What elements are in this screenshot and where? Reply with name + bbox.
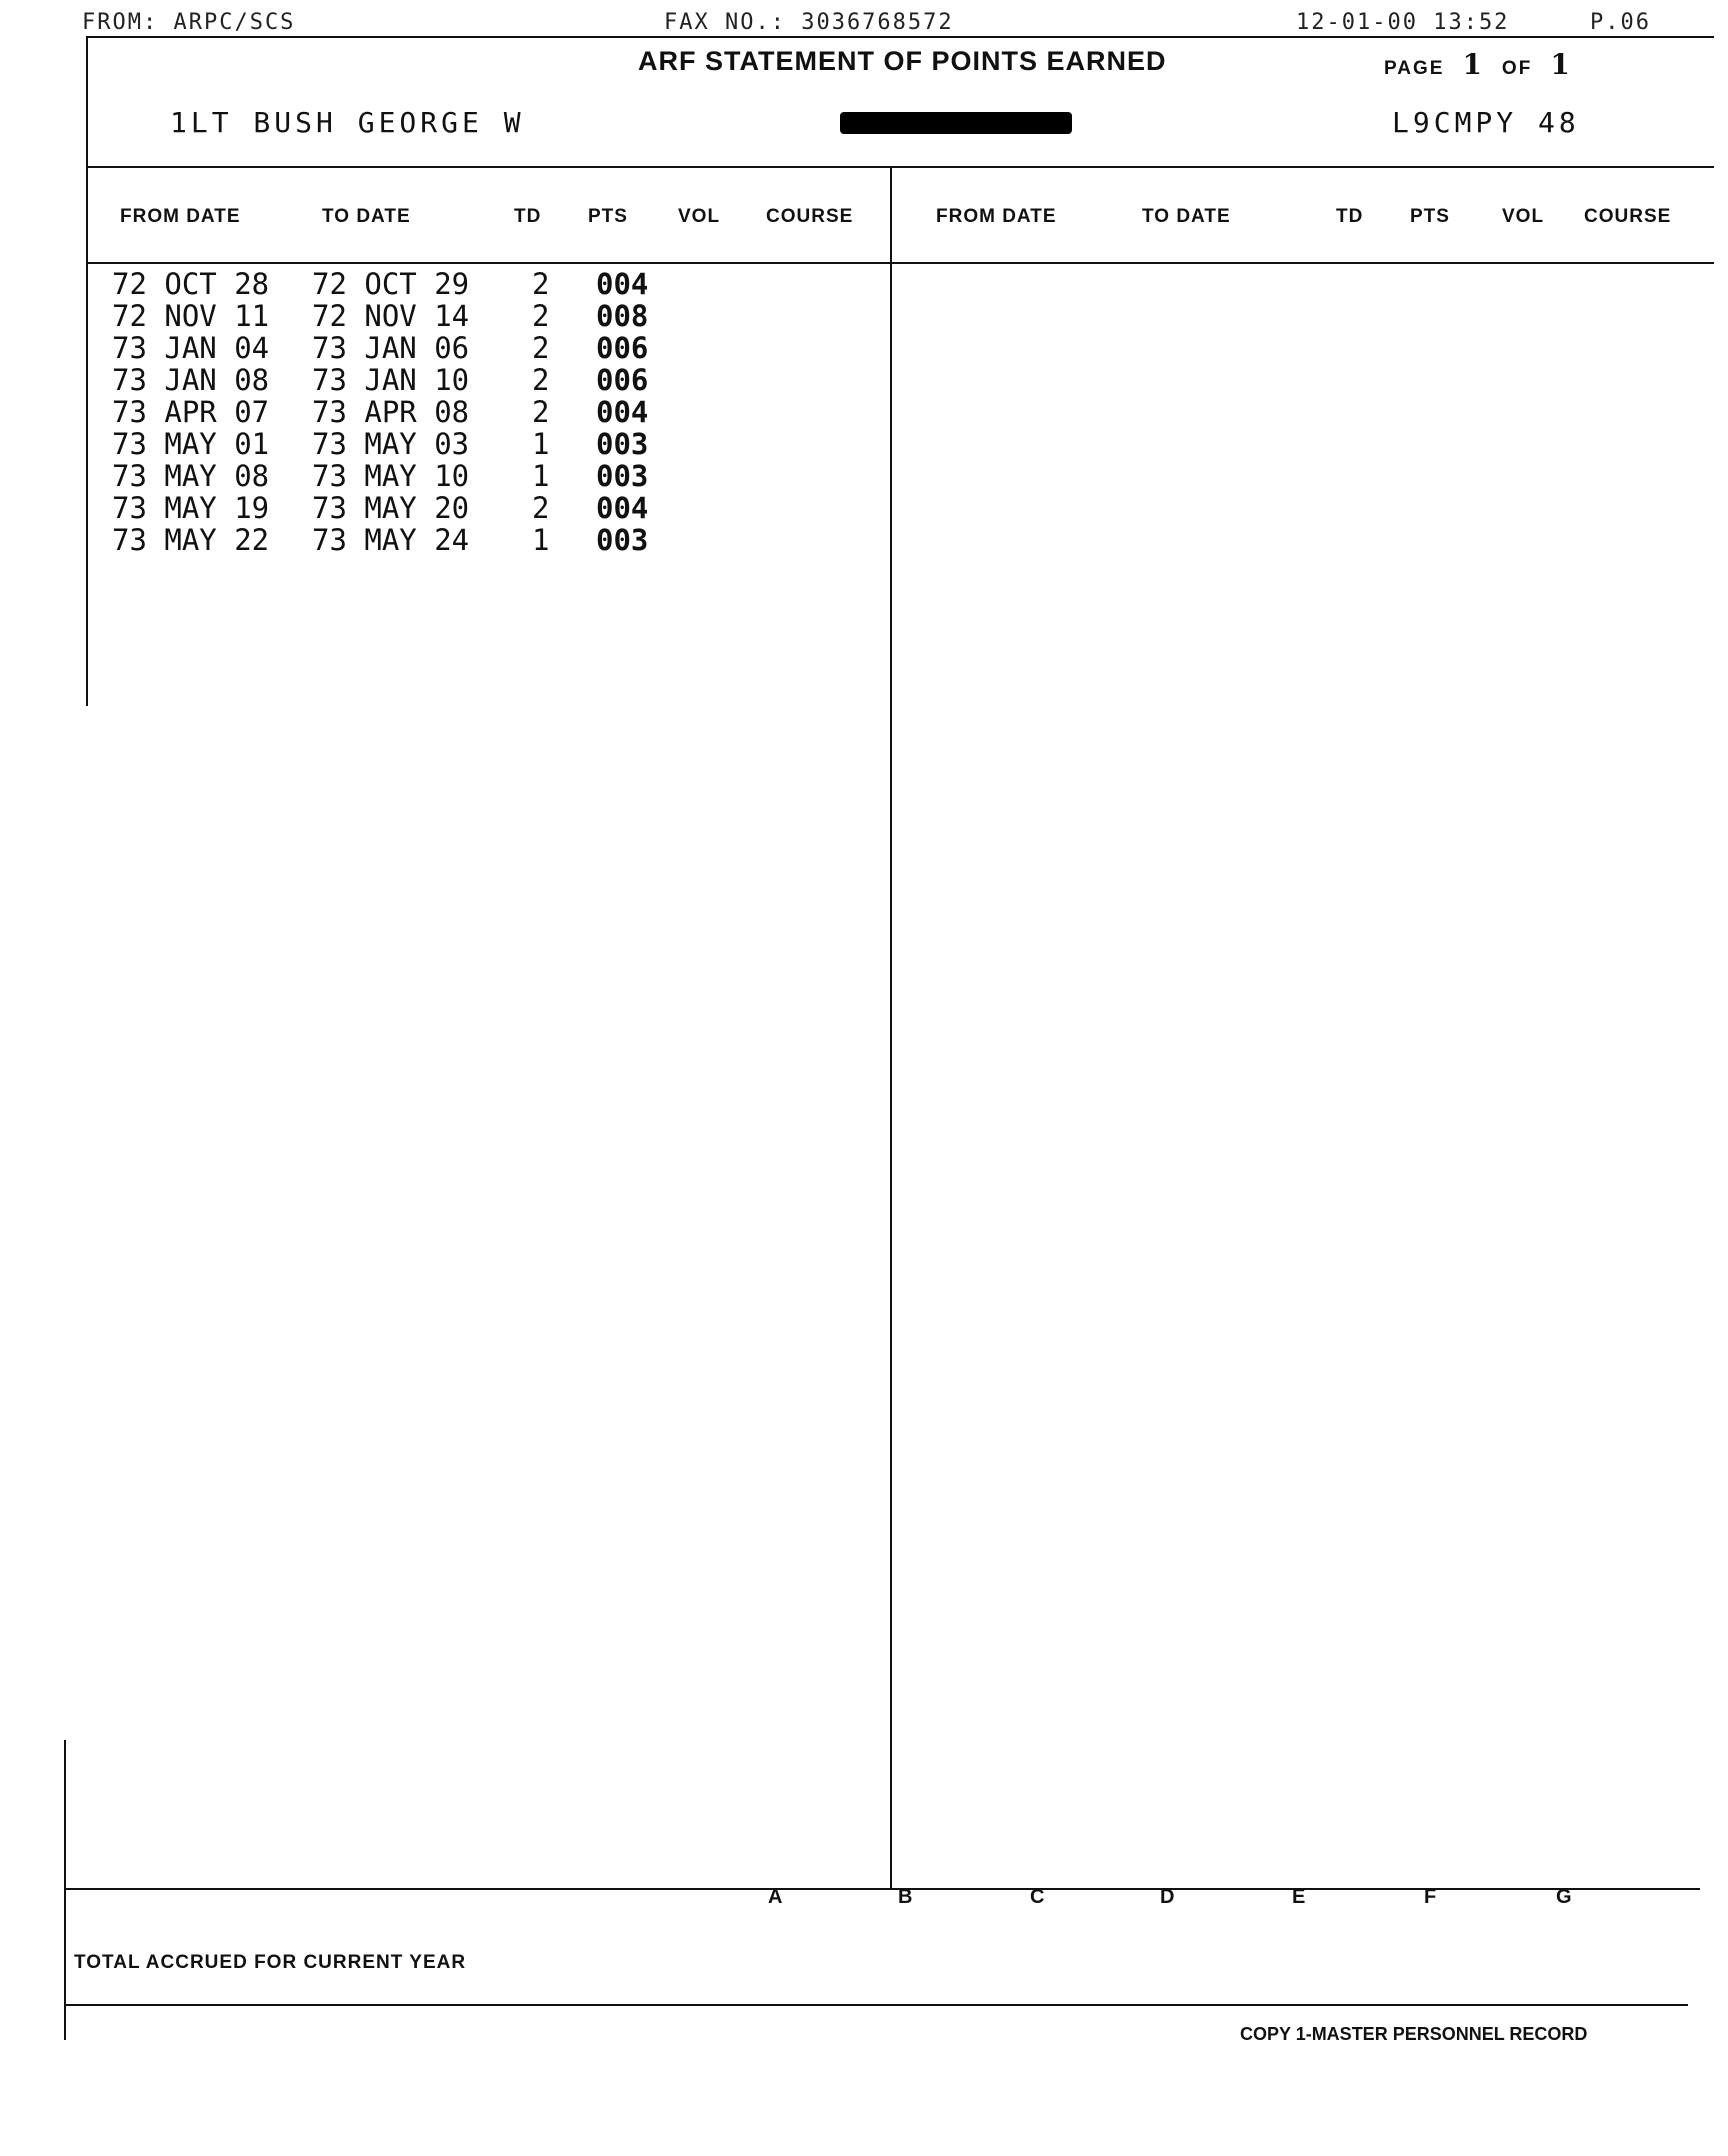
from-date: 73 JAN 08 — [112, 363, 270, 397]
pts-value: 006 — [596, 331, 649, 365]
member-name: 1LT BUSH GEORGE W — [170, 106, 525, 139]
center-divider — [890, 166, 892, 1888]
right-col-td: TD — [1336, 206, 1364, 227]
page-label: PAGE — [1384, 58, 1445, 79]
pts-value: 003 — [596, 523, 649, 557]
pts-value: 004 — [596, 267, 649, 301]
right-col-course: COURSE — [1584, 206, 1672, 227]
td-value: 1 — [532, 427, 550, 461]
td-value: 2 — [532, 491, 550, 525]
form-title: ARF STATEMENT OF POINTS EARNED — [638, 46, 1167, 76]
to-date: 72 OCT 29 — [312, 267, 470, 301]
to-date: 73 JAN 06 — [312, 331, 470, 365]
fax-number: FAX NO.: 3036768572 — [664, 10, 954, 35]
fax-page-code: P.06 — [1590, 10, 1651, 35]
footer-letter-a: A — [768, 1886, 783, 1908]
right-col-pts: PTS — [1410, 206, 1450, 227]
page-indicator — [1384, 48, 1590, 81]
of-label: OF — [1501, 58, 1533, 79]
header-top-rule — [86, 166, 1714, 168]
from-date: 73 APR 07 — [112, 395, 270, 429]
td-value: 2 — [532, 363, 550, 397]
td-value: 1 — [532, 459, 550, 493]
right-col-to-date: TO DATE — [1142, 206, 1231, 227]
from-date: 72 OCT 28 — [112, 267, 270, 301]
td-value: 2 — [532, 331, 550, 365]
left-col-from-date: FROM DATE — [120, 206, 241, 227]
footer-letter-e: E — [1292, 1886, 1306, 1908]
from-date: 72 NOV 11 — [112, 299, 270, 333]
to-date: 73 MAY 20 — [312, 491, 470, 525]
table-row — [112, 268, 672, 300]
from-date: 73 JAN 04 — [112, 331, 270, 365]
footer-letter-c: C — [1030, 1886, 1045, 1908]
pts-value: 006 — [596, 363, 649, 397]
from-date: 73 MAY 08 — [112, 459, 270, 493]
from-date: 73 MAY 01 — [112, 427, 270, 461]
pts-value: 003 — [596, 427, 649, 461]
table-row — [112, 332, 672, 364]
table-row — [112, 396, 672, 428]
td-value: 1 — [532, 523, 550, 557]
top-rule — [86, 36, 1714, 38]
redacted-ssn-block — [840, 112, 1072, 134]
left-border-bottom — [64, 1740, 66, 2040]
pts-value: 004 — [596, 491, 649, 525]
table-row — [112, 428, 672, 460]
to-date: 73 MAY 10 — [312, 459, 470, 493]
footer-letter-d: D — [1160, 1886, 1175, 1908]
left-col-td: TD — [514, 206, 542, 227]
pts-value: 003 — [596, 459, 649, 493]
total-accrued-label: TOTAL ACCRUED FOR CURRENT YEAR — [74, 1952, 467, 1973]
right-col-vol: VOL — [1502, 206, 1545, 227]
left-col-to-date: TO DATE — [322, 206, 411, 227]
left-border-top — [86, 36, 88, 706]
td-value: 2 — [532, 299, 550, 333]
copy-label: COPY 1-MASTER PERSONNEL RECORD — [1240, 2024, 1588, 2044]
unit-code: L9CMPY 48 — [1392, 106, 1580, 139]
table-row — [112, 460, 672, 492]
header-bottom-rule — [86, 262, 1714, 264]
points-table — [112, 268, 672, 556]
footer-bottom-rule — [64, 2004, 1688, 2006]
to-date: 73 JAN 10 — [312, 363, 470, 397]
from-date: 73 MAY 22 — [112, 523, 270, 557]
right-col-from-date: FROM DATE — [936, 206, 1057, 227]
table-row — [112, 364, 672, 396]
from-date: 73 MAY 19 — [112, 491, 270, 525]
to-date: 73 MAY 03 — [312, 427, 470, 461]
left-col-vol: VOL — [678, 206, 721, 227]
pts-value: 008 — [596, 299, 649, 333]
to-date: 73 APR 08 — [312, 395, 470, 429]
td-value: 2 — [532, 395, 550, 429]
table-row — [112, 524, 672, 556]
left-col-pts: PTS — [588, 206, 628, 227]
to-date: 73 MAY 24 — [312, 523, 470, 557]
footer-letter-f: F — [1424, 1886, 1437, 1908]
td-value: 2 — [532, 267, 550, 301]
footer-letter-b: B — [898, 1886, 913, 1908]
table-row — [112, 300, 672, 332]
fax-from: FROM: ARPC/SCS — [82, 10, 296, 35]
table-row — [112, 492, 672, 524]
pts-value: 004 — [596, 395, 649, 429]
to-date: 72 NOV 14 — [312, 299, 470, 333]
left-col-course: COURSE — [766, 206, 854, 227]
footer-letter-g: G — [1556, 1886, 1572, 1908]
fax-timestamp: 12-01-00 13:52 — [1296, 10, 1510, 35]
footer-top-rule — [64, 1888, 1700, 1890]
page-total: 1 — [1550, 48, 1572, 81]
page-number: 1 — [1462, 48, 1484, 81]
